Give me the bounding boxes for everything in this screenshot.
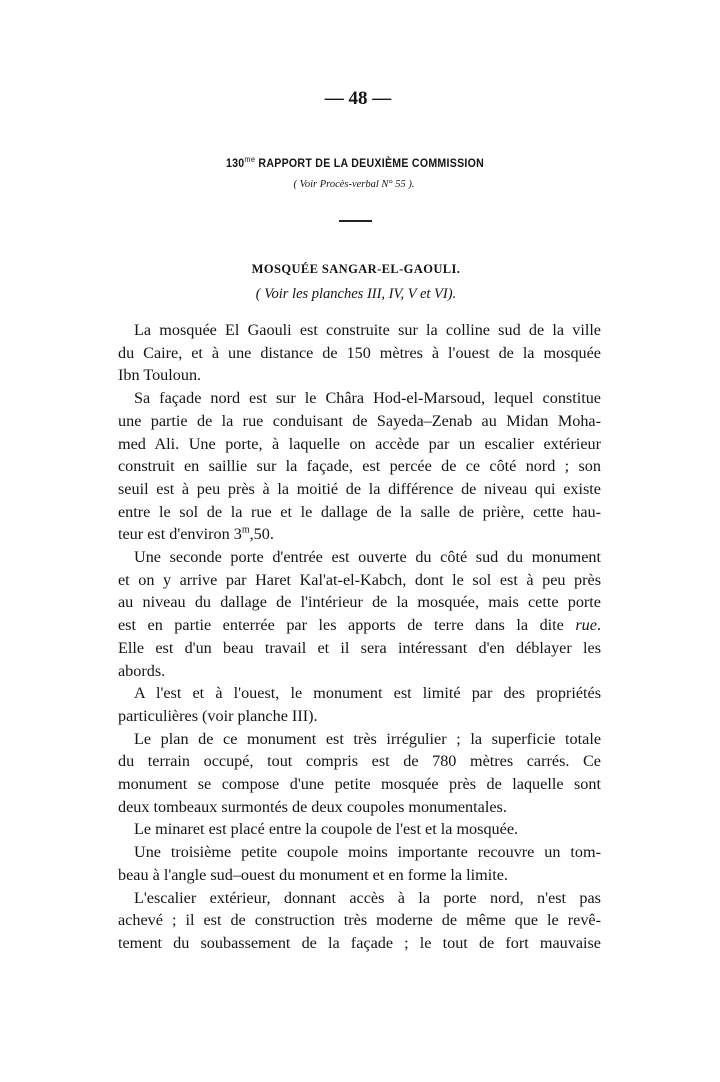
text-line: [118, 455, 601, 478]
text-line: [118, 728, 601, 751]
text-line-content: Le plan de ce monument est très irrégulier ; la superficie totale: [134, 729, 601, 748]
text-line-content: au niveau du dallage de l'intérieur de la mosquée, mais cette porte: [118, 593, 601, 612]
text-line: [118, 637, 601, 660]
text-line-content: du Caire, et à une distance de 150 mètres à l'ouest de la mosquée: [118, 343, 601, 362]
text-line: [118, 887, 601, 910]
text-line: [118, 433, 601, 456]
text-line: [118, 342, 601, 365]
body-text: [118, 319, 601, 955]
text-line-content: deux tombeaux surmontés de deux coupoles monumentales.: [118, 797, 507, 816]
text-line: [118, 523, 601, 546]
text-line: [118, 932, 601, 955]
text-line-tail: ,50.: [249, 525, 274, 544]
report-number: 130: [225, 158, 245, 170]
text-line-content: monument se compose d'une petite mosquée près de laquelle sont: [118, 775, 601, 794]
text-line-content: Elle est d'un beau travail et il sera intéressant d'en déblayer les: [118, 638, 601, 657]
text-line-content: Ibn Touloun.: [118, 366, 202, 385]
text-line: [118, 750, 601, 773]
text-line: [118, 319, 601, 342]
text-line: [118, 387, 601, 410]
text-line-content: du terrain occupé, tout compris est de 780 mètres carrés. Ce: [118, 752, 601, 771]
text-line-content: tement du soubassement de la façade ; le tout de fort mauvaise: [118, 933, 601, 952]
text-line: [118, 591, 601, 614]
text-line-content: est en partie enterrée par les apports de terre dans la dite: [118, 616, 576, 635]
text-line-content: Le minaret est placé entre la coupole de l'est et la mosquée.: [134, 820, 519, 839]
text-line: [118, 410, 601, 433]
text-line: [118, 569, 601, 592]
text-line: [118, 614, 601, 637]
page-number: — 48 —: [324, 88, 392, 109]
text-line: [118, 660, 601, 683]
text-line: [118, 478, 601, 501]
italic-word: rue: [575, 616, 597, 635]
text-line-content: A l'est et à l'ouest, le monument est limité par des propriétés: [134, 684, 601, 703]
text-line-content: achevé ; il est de construction très moderne de même que le revê-: [118, 911, 601, 930]
text-line: [118, 682, 601, 705]
text-line: [118, 705, 601, 728]
text-line-content: La mosquée El Gaouli est construite sur la colline sud de la ville: [134, 321, 601, 339]
report-heading: [24, 155, 686, 170]
report-heading-text: RAPPORT DE LA DEUXIÈME COMMISSION: [255, 158, 485, 170]
text-line: [118, 796, 601, 819]
text-line-content: Une troisième petite coupole moins importante recouvre un tom-: [134, 843, 601, 862]
text-line: [118, 909, 601, 932]
proces-verbal-reference: ( Voir Procès-verbal N° 55 ).: [293, 179, 415, 190]
text-line-content: med Ali. Une porte, à laquelle on accède par un escalier extérieur: [118, 434, 601, 453]
text-line-content: Une seconde porte d'entrée est ouverte du côté sud du monument: [134, 548, 601, 567]
text-line: [118, 773, 601, 796]
text-line-content: abords.: [118, 661, 166, 680]
text-line-content: beau à l'angle sud–ouest du monument et en forme la limite.: [118, 865, 508, 884]
text-line: [118, 841, 601, 864]
separator-rule: [339, 220, 372, 222]
text-line-content: L'escalier extérieur, donnant accès à la porte nord, n'est pas: [134, 888, 601, 907]
text-line-content: construit en saillie sur la façade, est percée de ce côté nord ; son: [118, 457, 601, 476]
text-line: [118, 501, 601, 524]
text-line-content: entre le sol de la rue et le dallage de la salle de prière, cette hau-: [118, 502, 601, 521]
text-line: [118, 364, 601, 387]
text-line-content: Sa façade nord est sur le Châra Hod-el-Marsoud, lequel constitue: [134, 389, 601, 408]
plates-reference: ( Voir les planches III, IV, V et VI).: [255, 286, 457, 302]
section-title: MOSQUÉE SANGAR-EL-GAOULI.: [251, 262, 461, 276]
text-line-content: seuil est à peu près à la moitié de la différence de niveau qui existe: [118, 479, 601, 498]
text-line-content: une partie de la rue conduisant de Sayeda–Zenab au Midan Moha-: [118, 411, 601, 430]
text-line-content: teur est d'environ 3: [118, 525, 242, 544]
text-line-tail: .: [596, 616, 601, 635]
text-line: [118, 546, 601, 569]
text-line: [118, 818, 601, 841]
text-line: [118, 864, 601, 887]
superscript: m: [241, 524, 250, 536]
text-line-content: particulières (voir planche III).: [118, 706, 318, 725]
text-line-content: et on y arrive par Haret Kal'at-el-Kabch, dont le sol est à peu près: [118, 570, 601, 589]
report-number-suffix: me: [244, 155, 256, 165]
